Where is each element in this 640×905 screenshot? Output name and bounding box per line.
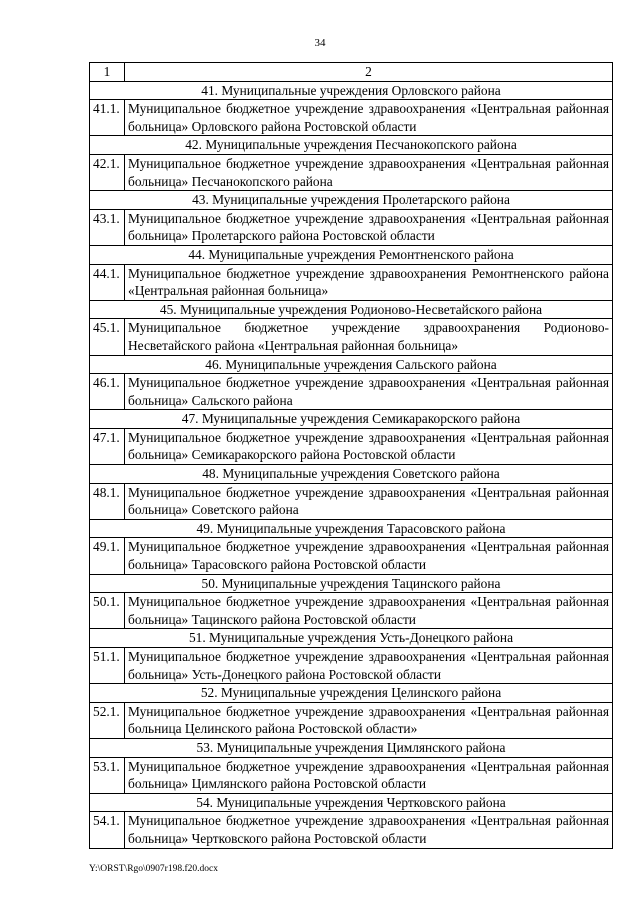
section-heading: 44. Муниципальные учреждения Ремонтненского района xyxy=(90,245,613,264)
item-number: 46.1. xyxy=(90,374,125,410)
institution-name: Муниципальное бюджетное учреждение здравоохранения «Центральная районная больница» Тацинского района Ростовской области xyxy=(125,593,613,629)
section-heading-row xyxy=(90,465,613,484)
section-heading-row xyxy=(90,629,613,648)
table-row xyxy=(90,100,613,136)
section-heading-row xyxy=(90,355,613,374)
page-number: 34 xyxy=(314,37,326,49)
table-row xyxy=(90,483,613,519)
item-number: 50.1. xyxy=(90,593,125,629)
registry-table xyxy=(89,62,613,849)
table-row xyxy=(90,209,613,245)
table-row xyxy=(90,812,613,848)
section-heading: 50. Муниципальные учреждения Тацинского района xyxy=(90,574,613,593)
table-row xyxy=(90,154,613,190)
item-number: 44.1. xyxy=(90,264,125,300)
institution-name: Муниципальное бюджетное учреждение здравоохранения Родионово-Несветайского района «Центральная районная больница» xyxy=(125,319,613,355)
table-row xyxy=(90,319,613,355)
item-number: 43.1. xyxy=(90,209,125,245)
table-row xyxy=(90,538,613,574)
section-heading: 54. Муниципальные учреждения Чертковского района xyxy=(90,793,613,812)
section-heading: 49. Муниципальные учреждения Тарасовского района xyxy=(90,519,613,538)
item-number: 54.1. xyxy=(90,812,125,848)
section-heading: 48. Муниципальные учреждения Советского района xyxy=(90,465,613,484)
institution-name: Муниципальное бюджетное учреждение здравоохранения «Центральная районная больница» Пролетарского района Ростовской области xyxy=(125,209,613,245)
file-path-footer: Y:\ORST\Rgo\0907r198.f20.docx xyxy=(89,864,218,874)
item-number: 48.1. xyxy=(90,483,125,519)
item-number: 42.1. xyxy=(90,154,125,190)
section-heading: 41. Муниципальные учреждения Орловского района xyxy=(90,81,613,100)
item-number: 47.1. xyxy=(90,428,125,464)
institution-name: Муниципальное бюджетное учреждение здравоохранения «Центральная районная больница Целинского района Ростовской области» xyxy=(125,702,613,738)
section-heading: 46. Муниципальные учреждения Сальского района xyxy=(90,355,613,374)
item-number: 53.1. xyxy=(90,757,125,793)
section-heading-row xyxy=(90,738,613,757)
item-number: 52.1. xyxy=(90,702,125,738)
table-header-row xyxy=(90,63,613,82)
item-number: 51.1. xyxy=(90,648,125,684)
section-heading: 53. Муниципальные учреждения Цимлянского района xyxy=(90,738,613,757)
table-row xyxy=(90,648,613,684)
item-number: 41.1. xyxy=(90,100,125,136)
institution-name: Муниципальное бюджетное учреждение здравоохранения Ремонтненского района «Центральная районная больница» xyxy=(125,264,613,300)
institution-name: Муниципальное бюджетное учреждение здравоохранения «Центральная районная больница» Чертковского района Ростовской области xyxy=(125,812,613,848)
table-row xyxy=(90,757,613,793)
table-row xyxy=(90,593,613,629)
institution-name: Муниципальное бюджетное учреждение здравоохранения «Центральная районная больница» Песчанокопского района xyxy=(125,154,613,190)
section-heading-row xyxy=(90,793,613,812)
table-row xyxy=(90,264,613,300)
section-heading-row xyxy=(90,136,613,155)
section-heading: 45. Муниципальные учреждения Родионово-Несветайского района xyxy=(90,300,613,319)
institution-name: Муниципальное бюджетное учреждение здравоохранения «Центральная районная больница» Орловского района Ростовской области xyxy=(125,100,613,136)
section-heading: 43. Муниципальные учреждения Пролетарского района xyxy=(90,191,613,210)
item-number: 45.1. xyxy=(90,319,125,355)
table-row xyxy=(90,374,613,410)
section-heading: 51. Муниципальные учреждения Усть-Донецкого района xyxy=(90,629,613,648)
institution-name: Муниципальное бюджетное учреждение здравоохранения «Центральная районная больница» Семикаракорского района Ростовской области xyxy=(125,428,613,464)
institution-name: Муниципальное бюджетное учреждение здравоохранения «Центральная районная больница» Цимлянского района Ростовской области xyxy=(125,757,613,793)
institution-name: Муниципальное бюджетное учреждение здравоохранения «Центральная районная больница» Советского района xyxy=(125,483,613,519)
section-heading: 52. Муниципальные учреждения Целинского района xyxy=(90,684,613,703)
section-heading-row xyxy=(90,300,613,319)
item-number: 49.1. xyxy=(90,538,125,574)
section-heading-row xyxy=(90,574,613,593)
section-heading-row xyxy=(90,519,613,538)
column-2-header: 2 xyxy=(125,63,613,82)
institution-name: Муниципальное бюджетное учреждение здравоохранения «Центральная районная больница» Сальского района xyxy=(125,374,613,410)
section-heading: 47. Муниципальные учреждения Семикаракорского района xyxy=(90,410,613,429)
registry-table-body xyxy=(90,63,613,849)
section-heading-row xyxy=(90,81,613,100)
column-1-header: 1 xyxy=(90,63,125,82)
table-row xyxy=(90,428,613,464)
section-heading: 42. Муниципальные учреждения Песчанокопского района xyxy=(90,136,613,155)
section-heading-row xyxy=(90,245,613,264)
section-heading-row xyxy=(90,410,613,429)
section-heading-row xyxy=(90,191,613,210)
table-row xyxy=(90,702,613,738)
section-heading-row xyxy=(90,684,613,703)
institution-name: Муниципальное бюджетное учреждение здравоохранения «Центральная районная больница» Усть-Донецкого района Ростовской области xyxy=(125,648,613,684)
institution-name: Муниципальное бюджетное учреждение здравоохранения «Центральная районная больница» Тарасовского района Ростовской области xyxy=(125,538,613,574)
